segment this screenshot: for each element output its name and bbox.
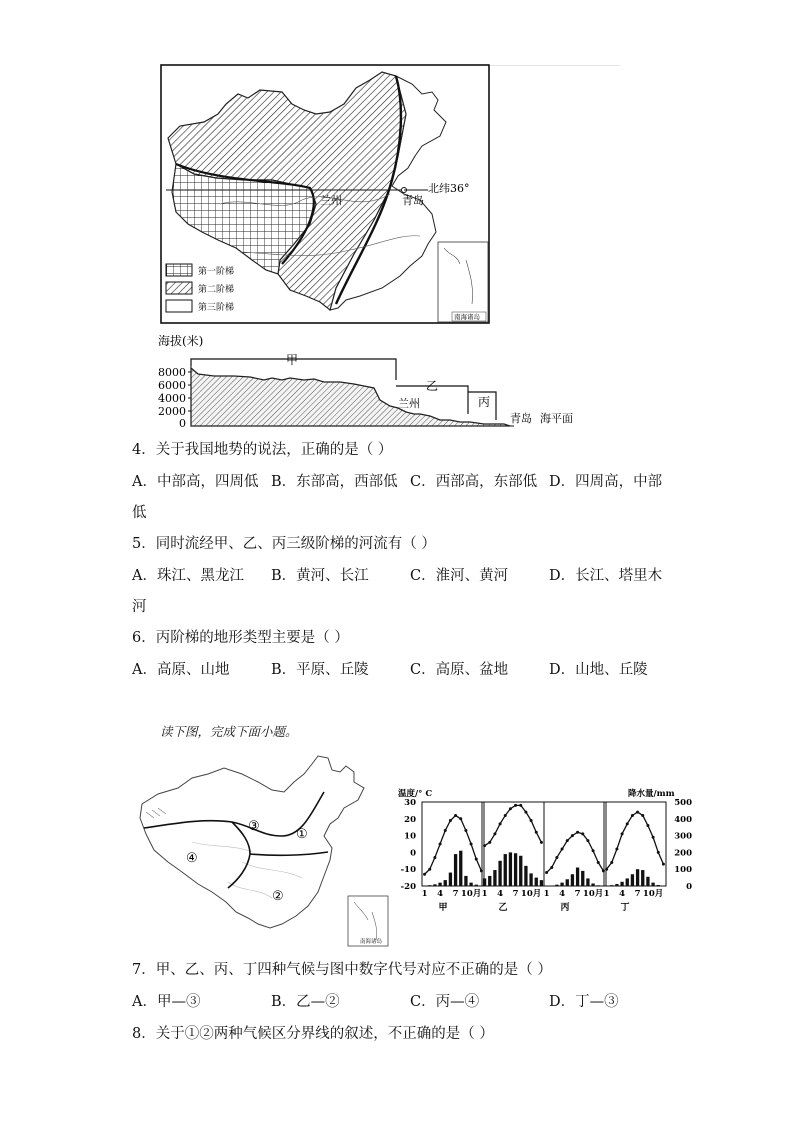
q4-stem: 4．关于我国地势的说法，正确的是（ ） xyxy=(132,442,393,458)
chart-title-0: 甲 xyxy=(438,903,448,913)
temp-point xyxy=(514,804,517,807)
temp-tick-20: 20 xyxy=(404,814,416,825)
precip-tick-0: 0 xyxy=(686,882,692,892)
temp-point xyxy=(610,861,613,864)
q4-option-b[interactable]: B．东部高，西部低 xyxy=(271,474,398,490)
precip-bar xyxy=(610,885,613,886)
temp-point xyxy=(662,863,665,866)
ytick-8000: 8000 xyxy=(158,366,186,379)
q7-option-a[interactable]: A．甲—③ xyxy=(132,994,201,1010)
lanzhou-label: 兰州 xyxy=(320,194,342,207)
x-tick: 1 xyxy=(543,889,550,899)
legend-second: 第二阶梯 xyxy=(198,285,235,295)
precip-bar xyxy=(428,885,431,886)
x-tick: 10月 xyxy=(520,889,542,899)
temp-point xyxy=(530,819,533,822)
profile-qingdao: 青岛 xyxy=(510,412,532,425)
precip-bar xyxy=(571,874,574,886)
q5-option-c[interactable]: C．淮河、黄河 xyxy=(410,568,509,584)
precip-bar xyxy=(555,885,558,886)
precip-bar xyxy=(615,884,618,886)
precip-tick-300: 300 xyxy=(674,831,692,842)
region-4: ④ xyxy=(186,851,198,866)
precip-tick-400: 400 xyxy=(674,814,692,825)
precip-bar xyxy=(509,852,512,886)
temp-point xyxy=(540,841,543,844)
profile-sea-level: 海平面 xyxy=(540,412,573,425)
precip-axis-label: 降水量/mm xyxy=(628,789,675,799)
precip-bar xyxy=(483,878,486,886)
temp-point xyxy=(519,804,522,807)
x-tick: 4 xyxy=(559,889,566,899)
x-tick: 10月 xyxy=(642,889,664,899)
profile-ylabel: 海拔(米) xyxy=(158,334,204,348)
q8-stem: 8．关于①②两种气候区分界线的叙述，不正确的是（ ） xyxy=(132,1026,494,1042)
precip-tick-500: 500 xyxy=(674,798,692,808)
precip-bar xyxy=(657,885,660,886)
chart-frame-3 xyxy=(604,802,666,886)
temp-tick-0: 0 xyxy=(410,848,416,859)
precip-bar xyxy=(449,873,452,886)
x-tick: 10月 xyxy=(582,889,604,899)
precip-bar xyxy=(438,883,441,886)
chart-frame-2 xyxy=(544,802,606,886)
temp-point xyxy=(454,814,457,817)
temp-line-3 xyxy=(607,812,664,869)
temp-point xyxy=(470,843,473,846)
q5-option-d[interactable]: D．长江、塔里木 xyxy=(549,568,663,584)
precip-bar xyxy=(560,883,563,886)
chart-title-2: 丙 xyxy=(560,903,570,913)
temp-tick--20: -20 xyxy=(400,882,416,892)
temp-point xyxy=(592,849,595,852)
region-3: ③ xyxy=(248,819,260,834)
profile-terrain xyxy=(191,368,510,426)
precip-bar xyxy=(576,868,579,886)
temp-point xyxy=(555,856,558,859)
temp-point xyxy=(581,832,584,835)
profile-lanzhou: 兰州 xyxy=(398,397,420,410)
temp-point xyxy=(571,834,574,837)
legend-third: 第三阶梯 xyxy=(198,303,235,313)
precip-bar xyxy=(662,885,665,886)
temp-point xyxy=(657,851,660,854)
precip-tick-100: 100 xyxy=(674,865,692,876)
q7-stem: 7．甲、乙、丙、丁四种气候与图中数字代号对应不正确的是（ ） xyxy=(132,962,552,978)
region-2: ② xyxy=(272,889,284,904)
precip-bar xyxy=(550,885,553,886)
reading-intro: 读下图，完成下面小题。 xyxy=(160,724,298,739)
temp-point xyxy=(631,814,634,817)
step-label-yi: 乙 xyxy=(425,379,439,393)
temp-point xyxy=(586,839,589,842)
precip-bar xyxy=(504,854,507,886)
temp-line-1 xyxy=(485,805,542,845)
chart-frame-1 xyxy=(482,802,544,886)
x-tick: 7 xyxy=(512,889,519,899)
q6-stem: 6．丙阶梯的地形类型主要是（ ） xyxy=(132,630,349,646)
temp-line-0 xyxy=(425,815,482,874)
q6-option-c[interactable]: C．高原、盆地 xyxy=(410,662,509,678)
inset2-label: 南海诸岛 xyxy=(360,939,383,945)
temp-point xyxy=(652,836,655,839)
precip-bar xyxy=(566,879,569,886)
climate-regions-map xyxy=(132,752,394,948)
temp-point xyxy=(433,856,436,859)
precip-tick-200: 200 xyxy=(674,848,692,859)
precip-bar xyxy=(597,885,600,886)
temp-point xyxy=(641,814,644,817)
precip-bar xyxy=(488,876,491,886)
temp-point xyxy=(493,832,496,835)
temp-point xyxy=(615,848,618,851)
precip-bar xyxy=(641,870,644,886)
legend-swatch-second xyxy=(166,282,192,294)
temp-point xyxy=(576,831,579,834)
chart-title-3: 丁 xyxy=(620,903,630,913)
q7-option-c[interactable]: C．丙—④ xyxy=(410,994,480,1010)
climate-charts xyxy=(396,784,696,918)
temp-line-2 xyxy=(547,832,604,872)
elevation-profile xyxy=(154,330,594,432)
q5-stem: 5．同时流经甲、乙、丙三级阶梯的河流有（ ） xyxy=(132,536,436,552)
precip-bar xyxy=(540,880,543,886)
temp-point xyxy=(605,868,608,871)
precip-bar xyxy=(529,873,532,886)
precip-bar xyxy=(444,880,447,886)
q4-option-a[interactable]: A．中部高，四周低 xyxy=(132,474,259,490)
precip-bar xyxy=(519,856,522,886)
q4-option-c[interactable]: C．西部高，东部低 xyxy=(410,474,538,490)
x-tick: 7 xyxy=(634,889,641,899)
precip-bar xyxy=(464,876,467,886)
temp-point xyxy=(483,844,486,847)
q4-option-d-wrap: 低 xyxy=(132,505,147,521)
precip-bar xyxy=(469,883,472,886)
precip-bar xyxy=(433,884,436,886)
x-tick: 4 xyxy=(497,889,504,899)
temp-point xyxy=(550,866,553,869)
legend-first: 第一阶梯 xyxy=(198,267,235,277)
legend-swatch-third xyxy=(166,300,192,312)
temp-point xyxy=(488,841,491,844)
q4-option-d[interactable]: D．四周高，中部 xyxy=(549,474,663,490)
precip-bar xyxy=(586,878,589,886)
precip-bar xyxy=(493,870,496,886)
inset-label: 南海诸岛 xyxy=(454,313,480,321)
temp-point xyxy=(636,811,639,814)
terrain-steps-map xyxy=(160,64,492,326)
x-tick: 10月 xyxy=(460,889,482,899)
legend-swatch-first xyxy=(166,264,192,276)
parallel-label: 北纬36° xyxy=(428,182,470,195)
precip-bar xyxy=(646,877,649,886)
temp-tick-10: 10 xyxy=(404,831,416,842)
precip-bar xyxy=(605,885,608,886)
temp-point xyxy=(449,819,452,822)
precip-bar xyxy=(636,869,639,886)
ytick-0: 0 xyxy=(179,417,186,430)
temp-point xyxy=(423,873,426,876)
precip-bar xyxy=(626,878,629,886)
temp-point xyxy=(621,832,624,835)
x-tick: 4 xyxy=(437,889,444,899)
temp-point xyxy=(475,858,478,861)
x-tick: 1 xyxy=(421,889,428,899)
temp-point xyxy=(626,822,629,825)
temp-point xyxy=(561,848,564,851)
precip-bar xyxy=(620,882,623,886)
temp-point xyxy=(524,811,527,814)
precip-bar xyxy=(498,861,501,886)
precip-bar xyxy=(475,885,478,886)
precip-bar xyxy=(535,878,538,886)
temp-point xyxy=(464,829,467,832)
x-tick: 1 xyxy=(481,889,488,899)
q7-option-b[interactable]: B．乙—② xyxy=(271,994,340,1010)
precip-bar xyxy=(459,851,462,886)
temp-tick--10: -10 xyxy=(400,865,416,876)
precip-bar xyxy=(514,853,517,886)
precip-bar xyxy=(454,854,457,886)
ytick-4000: 4000 xyxy=(158,392,186,405)
inset-frame xyxy=(438,242,488,322)
q7-option-d[interactable]: D．丁—③ xyxy=(549,994,619,1010)
temp-point xyxy=(444,829,447,832)
temp-point xyxy=(439,843,442,846)
temp-axis-label: 温度/° C xyxy=(398,789,433,799)
temp-point xyxy=(499,822,502,825)
ytick-6000: 6000 xyxy=(158,379,186,392)
x-tick: 7 xyxy=(574,889,581,899)
chart-title-1: 乙 xyxy=(498,903,508,913)
ytick-2000: 2000 xyxy=(158,405,186,418)
temp-point xyxy=(646,824,649,827)
q6-option-d[interactable]: D．山地、丘陵 xyxy=(549,662,648,678)
temp-point xyxy=(428,868,431,871)
temp-point xyxy=(566,839,569,842)
chart-frame-0 xyxy=(422,802,484,886)
precip-bar xyxy=(581,871,584,886)
step-label-jia: 甲 xyxy=(285,353,299,367)
precip-bar xyxy=(524,866,527,886)
q5-option-d-wrap: 河 xyxy=(132,599,147,615)
x-tick: 7 xyxy=(452,889,459,899)
step-label-bing: 丙 xyxy=(477,395,491,409)
q5-option-a[interactable]: A．珠江、黑龙江 xyxy=(132,568,244,584)
x-tick: 1 xyxy=(603,889,610,899)
precip-bar xyxy=(591,883,594,886)
temp-point xyxy=(545,871,548,874)
temp-tick-30: 30 xyxy=(404,798,416,808)
q6-option-a[interactable]: A．高原、山地 xyxy=(132,662,230,678)
temp-point xyxy=(509,807,512,810)
china-outline xyxy=(140,756,364,928)
temp-point xyxy=(504,814,507,817)
temp-point xyxy=(535,831,538,834)
precip-bar xyxy=(651,883,654,886)
q6-option-b[interactable]: B．平原、丘陵 xyxy=(271,662,369,678)
region-1: ① xyxy=(296,827,308,842)
temp-point xyxy=(597,861,600,864)
precip-bar xyxy=(423,885,426,886)
precip-bar xyxy=(631,874,634,886)
qingdao-label: 青岛 xyxy=(402,194,424,207)
x-tick: 4 xyxy=(619,889,626,899)
temp-point xyxy=(459,817,462,820)
q5-option-b[interactable]: B．黄河、长江 xyxy=(271,568,369,584)
